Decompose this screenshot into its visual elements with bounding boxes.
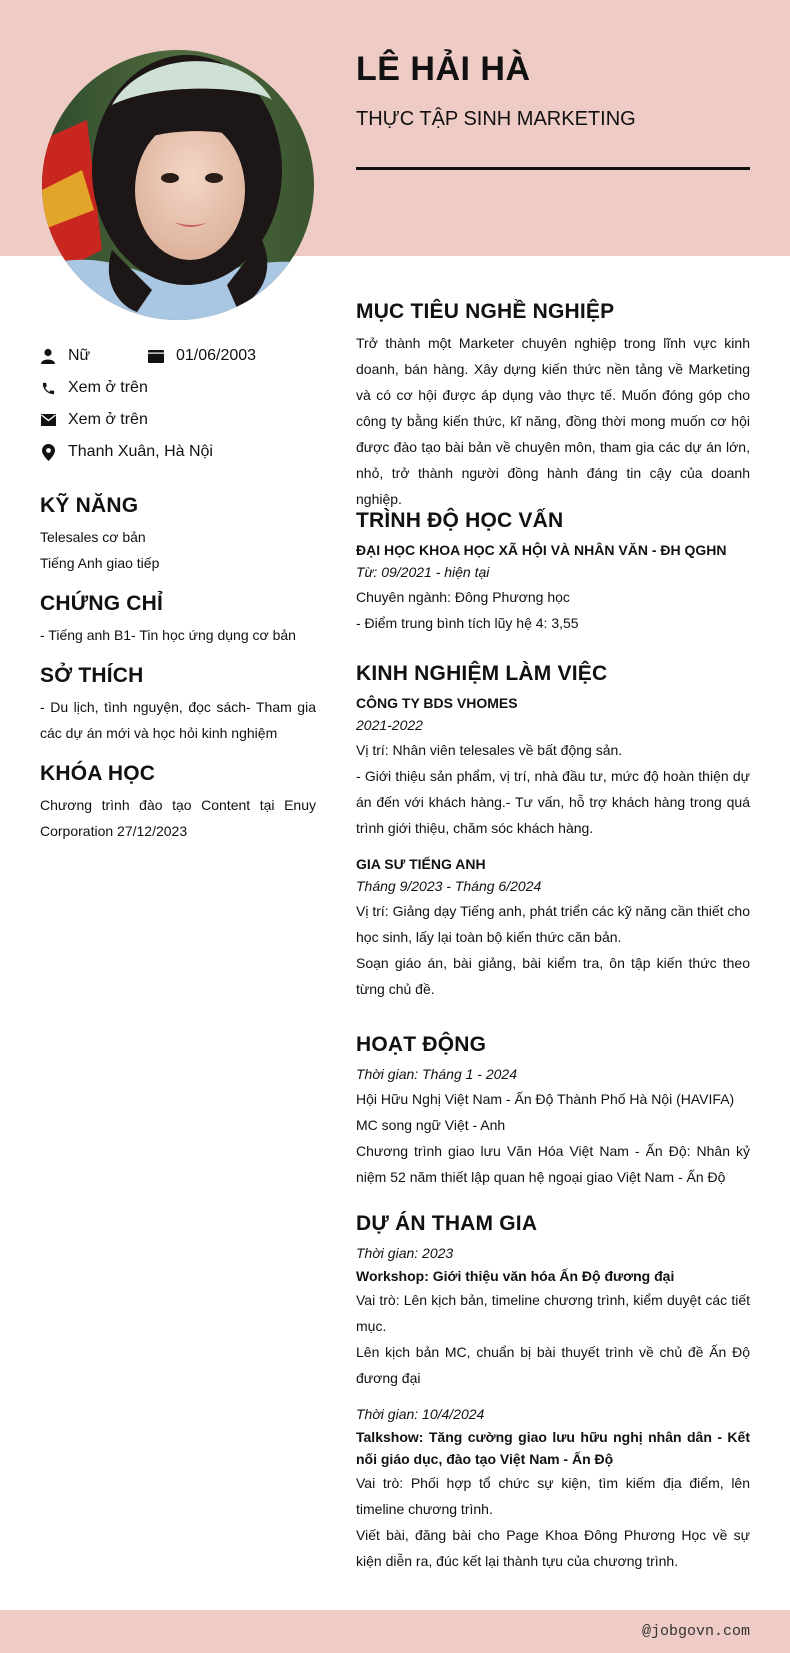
- activity-line: MC song ngữ Việt - Anh: [356, 1117, 506, 1133]
- address-value: Thanh Xuân, Hà Nội: [68, 443, 213, 460]
- skill-item: Tiếng Anh giao tiếp: [40, 555, 160, 571]
- objective-section: [356, 300, 750, 512]
- project-line: Vai trò: Lên kịch bản, timeline chương trình, kiểm duyệt các tiết mục.: [356, 1292, 750, 1334]
- profile-photo: [42, 50, 314, 320]
- courses-text: Chương trình đào tạo Content tại Enuy Corporation 27/12/2023: [40, 797, 316, 839]
- person-icon: [40, 348, 56, 364]
- job-period: Tháng 9/2023 - Tháng 6/2024: [356, 878, 542, 894]
- job-line: Vị trí: Giảng dạy Tiếng anh, phát triển các kỹ năng cần thiết cho học sinh, lấy lại toàn bộ kiến thức căn bản.: [356, 903, 750, 945]
- header-divider: [356, 167, 750, 170]
- activities-section: [356, 1033, 750, 1190]
- email-row: [40, 404, 316, 436]
- projects-section: [356, 1212, 750, 1574]
- birthday-value: 01/06/2003: [176, 347, 257, 364]
- job-line: Soạn giáo án, bài giảng, bài kiểm tra, ôn tập kiến thức theo từng chủ đề.: [356, 955, 750, 997]
- school-name: ĐẠI HỌC KHOA HỌC XÃ HỘI VÀ NHÂN VĂN - ĐH QGHN: [356, 542, 727, 558]
- email-value: Xem ở trên: [68, 411, 148, 428]
- location-pin-icon: [40, 444, 56, 460]
- gender-value: Nữ: [68, 347, 91, 364]
- candidate-name: LÊ HẢI HÀ: [356, 50, 531, 88]
- skill-item: Telesales cơ bản: [40, 529, 146, 545]
- phone-row: [40, 372, 316, 404]
- envelope-icon: [40, 412, 56, 428]
- certificates-heading: CHỨNG CHỈ: [40, 592, 164, 615]
- company-name: GIA SƯ TIẾNG ANH: [356, 856, 486, 872]
- activities-heading: HOẠT ĐỘNG: [356, 1033, 487, 1056]
- education-heading: TRÌNH ĐỘ HỌC VẤN: [356, 509, 564, 532]
- skills-heading: KỸ NĂNG: [40, 494, 139, 517]
- courses-heading: KHÓA HỌC: [40, 762, 156, 785]
- job-line: Vị trí: Nhân viên telesales về bất động sản.: [356, 742, 623, 758]
- projects-heading: DỰ ÁN THAM GIA: [356, 1212, 538, 1235]
- certificates-text: - Tiếng anh B1- Tin học ứng dụng cơ bản: [40, 627, 296, 643]
- job-title: THỰC TẬP SINH MARKETING: [356, 108, 636, 130]
- hobbies-heading: SỞ THÍCH: [40, 664, 144, 687]
- phone-icon: [40, 380, 56, 396]
- experience-section: [356, 662, 750, 1002]
- education-section: [356, 509, 750, 636]
- education-major: Chuyên ngành: Đông Phương học: [356, 589, 570, 605]
- project-name: Workshop: Giới thiệu văn hóa Ấn Độ đương đại: [356, 1268, 675, 1284]
- objective-heading: MỤC TIÊU NGHỀ NGHIỆP: [356, 300, 615, 323]
- hobbies-text: - Du lịch, tình nguyện, đọc sách- Tham gia các dự án mới và học hỏi kinh nghiệm: [40, 699, 316, 741]
- project-period: Thời gian: 10/4/2024: [356, 1406, 485, 1422]
- education-gpa: - Điểm trung bình tích lũy hệ 4: 3,55: [356, 615, 579, 631]
- project-line: Vai trò: Phối hợp tổ chức sự kiện, tìm kiếm địa điểm, lên timeline chương trình.: [356, 1475, 750, 1517]
- phone-value: Xem ở trên: [68, 379, 148, 396]
- project-line: Viết bài, đăng bài cho Page Khoa Đông Phương Học về sự kiện diễn ra, đúc kết lại thành tựu của chương trình.: [356, 1527, 750, 1569]
- project-line: Lên kịch bản MC, chuẩn bị bài thuyết trình về chủ đề Ấn Độ đương đại: [356, 1344, 750, 1386]
- job-period: 2021-2022: [356, 717, 423, 733]
- job-line: - Giới thiệu sản phẩm, vị trí, nhà đầu tư, mức độ hoàn thiện dự án đến với khách hàng.- Tư vấn, hỗ trợ khách hàng trong quá trình giới thiệu, chăm sóc khách hàng.: [356, 768, 750, 836]
- experience-heading: KINH NGHIỆM LÀM VIỆC: [356, 662, 608, 685]
- education-period: Từ: 09/2021 - hiện tại: [356, 564, 490, 580]
- project-name: Talkshow: Tăng cường giao lưu hữu nghị nhân dân - Kết nối giáo dục, đào tạo Việt Nam - Ấn Độ: [356, 1429, 750, 1467]
- activity-line: Hội Hữu Nghị Việt Nam - Ấn Độ Thành Phố Hà Nội (HAVIFA): [356, 1091, 735, 1107]
- watermark: @jobgovn.com: [641, 1623, 750, 1640]
- left-column: [40, 340, 316, 844]
- gender-birthday-row: [40, 340, 316, 372]
- activity-line: Chương trình giao lưu Văn Hóa Việt Nam - Ấn Độ: Nhân kỷ niệm 52 năm thiết lập quan hệ ngoại giao Việt Nam - Ấn Độ: [356, 1143, 750, 1185]
- objective-text: Trở thành một Marketer chuyên nghiệp trong lĩnh vực kinh doanh, bán hàng. Xây dựng kiến thức nền tảng về Marketing và có cơ hội được áp dụng vào thực tế. Muốn đóng góp cho công ty bằng kiến thức, kĩ năng, đồng thời mong muốn cơ hội được đào tạo bài bản về chuyên môn, tham gia các dự án lớn, nhỏ, trở thành người đồng hành đáng tin cậy của doanh nghiệp.: [356, 335, 750, 507]
- calendar-icon: [148, 348, 164, 364]
- activities-period: Thời gian: Tháng 1 - 2024: [356, 1066, 518, 1082]
- project-period: Thời gian: 2023: [356, 1245, 454, 1261]
- address-row: [40, 436, 316, 468]
- company-name: CÔNG TY BDS VHOMES: [356, 695, 518, 711]
